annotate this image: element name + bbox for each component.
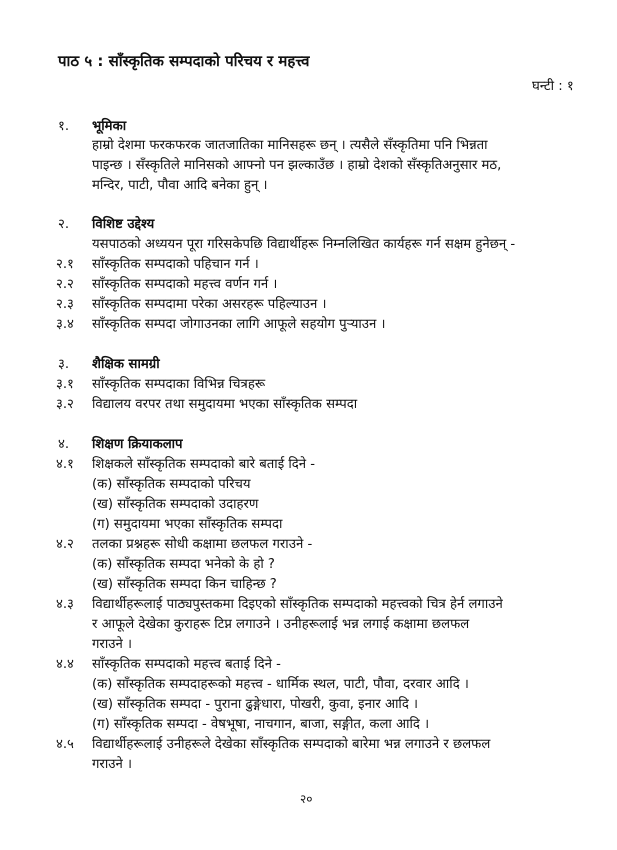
item-text: साँस्कृतिक सम्पदाको पहिचान गर्न । (92, 257, 259, 272)
item-text: साँस्कृतिक सम्पदाका विभिन्न चित्रहरू (92, 377, 266, 392)
sub-item: (ग) समुदायमा भएका साँस्कृतिक सम्पदा (92, 517, 283, 532)
item-number: ४.१ (56, 457, 74, 472)
section-2-intro: यसपाठको अध्ययन पूरा गरिसकेपछि विद्यार्थीहरू निम्नलिखित कार्यहरू गर्न सक्षम हुनेछन् - (92, 237, 516, 252)
item-text: साँस्कृतिक सम्पदाको महत्त्व वर्णन गर्न । (92, 277, 278, 292)
section-4-heading: शिक्षण क्रियाकलाप (92, 437, 183, 452)
item-text-line-1: विद्यार्थीहरूलाई पाठ्यपुस्तकमा दिइएको साँस्कृतिक सम्पदाको महत्त्वको चित्र हेर्न लगाउने (92, 597, 503, 612)
lesson-title: पाठ ५ : साँस्कृतिक सम्पदाको परिचय र महत्त्व (58, 52, 310, 70)
sub-item: (ख) साँस्कृतिक सम्पदा - पुराना ढुङ्गेधारा, पोखरी, कुवा, इनार आदि । (92, 697, 419, 712)
item-text-line-2: गराउने । (92, 757, 132, 772)
item-number: २.३ (56, 297, 74, 312)
item-number: ४.५ (56, 737, 74, 752)
section-2-heading: विशिष्ट उद्देश्य (92, 217, 155, 232)
item-number: २.१ (56, 257, 74, 272)
item-text: साँस्कृतिक सम्पदाको महत्त्व बताई दिने - (92, 657, 281, 672)
item-number: ३.४ (56, 317, 74, 332)
section-1-number: १. (58, 119, 70, 134)
sub-item: (ख) साँस्कृतिक सम्पदा किन चाहिन्छ ? (92, 577, 277, 592)
section-1-heading: भूमिका (92, 119, 127, 134)
item-text: साँस्कृतिक सम्पदामा परेका असरहरू पहिल्याउन । (92, 297, 327, 312)
page-number: २० (300, 792, 313, 806)
section-3-heading: शैक्षिक सामग्री (92, 357, 160, 372)
item-text: विद्यालय वरपर तथा समुदायमा भएका साँस्कृतिक सम्पदा (92, 397, 358, 412)
item-text: शिक्षकले साँस्कृतिक सम्पदाको बारे बताई दिने - (92, 457, 316, 472)
item-text-line-3: गराउने । (92, 637, 132, 652)
sub-item: (क) साँस्कृतिक सम्पदाको परिचय (92, 477, 251, 492)
section-1-line-2: पाइन्छ । सँस्कृतिले मानिसको आफ्नो पन झल्काउँछ । हाम्रो देशको सँस्कृतिअनुसार मठ, (92, 158, 502, 173)
item-text-line-2: र आफूले देखेका कुराहरू टिप्न लगाउने । उनीहरूलाई भन्न लगाई कक्षामा छलफल (92, 617, 470, 632)
section-1-line-3: मन्दिर, पाटी, पौवा आदि बनेका हुन् । (92, 178, 268, 193)
item-number: ३.१ (56, 377, 74, 392)
section-2-number: २. (58, 217, 70, 232)
hours-label: घन्टी : १ (532, 79, 574, 94)
item-number: ४.४ (56, 657, 74, 672)
item-text-line-1: विद्यार्थीहरूलाई उनीहरूले देखेका साँस्कृतिक सम्पदाको बारेमा भन्न लगाउने र छलफल (92, 737, 491, 752)
item-number: ४.२ (56, 537, 74, 552)
item-number: २.२ (56, 277, 74, 292)
item-number: ४.३ (56, 597, 74, 612)
section-4-number: ४. (58, 437, 70, 452)
sub-item: (क) साँस्कृतिक सम्पदाहरूको महत्त्व - धार्मिक स्थल, पाटी, पौवा, दरवार आदि । (92, 677, 469, 692)
sub-item: (क) साँस्कृतिक सम्पदा भनेको के हो ? (92, 557, 275, 572)
section-3-number: ३. (58, 357, 70, 372)
section-1-line-1: हाम्रो देशमा फरकफरक जातजातिका मानिसहरू छन् । त्यसैले सँस्कृतिमा पनि भिन्नता (92, 138, 488, 153)
sub-item: (ग) साँस्कृतिक सम्पदा - वेषभूषा, नाचगान, बाजा, सङ्गीत, कला आदि । (92, 717, 430, 732)
sub-item: (ख) साँस्कृतिक सम्पदाको उदाहरण (92, 497, 259, 512)
item-number: ३.२ (56, 397, 74, 412)
item-text: साँस्कृतिक सम्पदा जोगाउनका लागि आफूले सहयोग पुऱ्याउन । (92, 317, 386, 332)
item-text: तलका प्रश्नहरू सोधी कक्षामा छलफल गराउने - (92, 537, 313, 552)
